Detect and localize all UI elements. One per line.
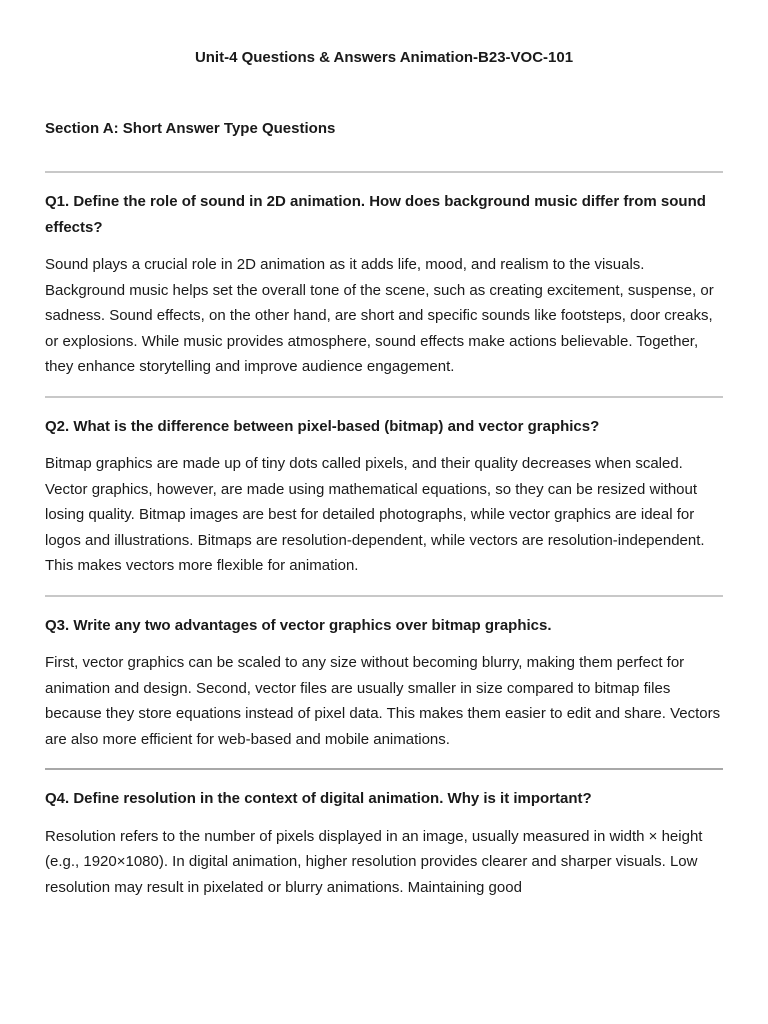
divider: [45, 396, 723, 398]
answer-1: Sound plays a crucial role in 2D animation as it adds life, mood, and realism to the visuals. Background music helps set the overall tone of the scene, such as creating excitement, suspense, or sadness. Sound effects, on the other hand, are short and specific sounds like footsteps, door creaks, or explosions. While music provides atmosphere, sound effects make actions believable. Together, they enhance storytelling and improve audience engagement.: [45, 256, 714, 375]
qa-item-2: [45, 414, 723, 579]
question-4: Q4. Define resolution in the context of digital animation. Why is it important?: [45, 790, 592, 807]
divider: [45, 768, 723, 770]
answer-4: Resolution refers to the number of pixels displayed in an image, usually measured in width × height (e.g., 1920×1080). In digital animation, higher resolution provides clearer and sharper visuals. Low resolution may result in pixelated or blurry animations. Maintaining good: [45, 827, 703, 896]
question-3: Q3. Write any two advantages of vector graphics over bitmap graphics.: [45, 616, 552, 634]
qa-item-4: [45, 786, 723, 900]
qa-item-1: [45, 189, 723, 380]
divider: [45, 171, 723, 173]
answer-2: Bitmap graphics are made up of tiny dots called pixels, and their quality decreases when scaled. Vector graphics, however, are made using mathematical equations, so they can be resized without losing quality. Bitmap images are best for detailed photographs, while vector graphics are ideal for logos and illustrations. Bitmaps are resolution-dependent, while vectors are resolution-independent. This makes vectors more flexible for animation.: [45, 455, 705, 574]
question-2: Q2. What is the difference between pixel-based (bitmap) and vector graphics?: [45, 417, 600, 435]
qa-item-3: [45, 613, 723, 753]
question-1: Q1. Define the role of sound in 2D animation. How does background music differ from sound effects?: [45, 193, 706, 236]
section-heading: Section A: Short Answer Type Questions: [45, 120, 336, 137]
document-title: Unit-4 Questions & Answers Animation-B23-VOC-101: [194, 49, 574, 66]
answer-3: First, vector graphics can be scaled to any size without becoming blurry, making them perfect for animation and design. Second, vector files are usually smaller in size compared to bitmap files because they store equations instead of pixel data. This makes them easier to edit and share. Vectors are also more efficient for web-based and mobile animations.: [45, 654, 721, 748]
divider: [45, 595, 723, 597]
